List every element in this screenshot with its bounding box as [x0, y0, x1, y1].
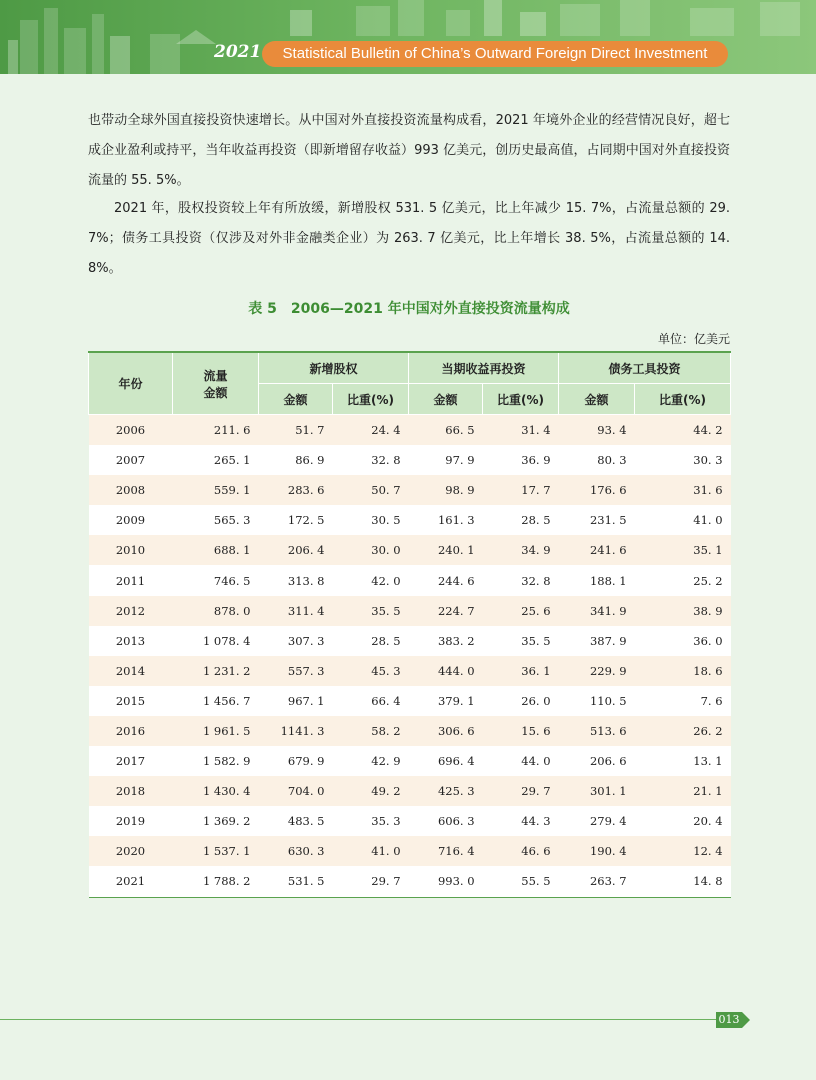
cell-reinvest-share: 32. 8 — [483, 565, 559, 595]
table-row — [89, 686, 731, 716]
cell-reinvest-amount: 240. 1 — [409, 535, 483, 565]
cell-debt-share: 31. 6 — [635, 475, 731, 505]
cell-reinvest-share: 15. 6 — [483, 716, 559, 746]
header-share: 比重(%) — [635, 384, 731, 415]
cell-debt-share: 44. 2 — [635, 415, 731, 446]
table-row — [89, 866, 731, 897]
cell-debt-amount: 206. 6 — [559, 746, 635, 776]
cell-flow-amount: 878. 0 — [173, 596, 259, 626]
cell-year: 2021 — [89, 866, 173, 897]
cell-flow-amount: 1 537. 1 — [173, 836, 259, 866]
cell-debt-amount: 188. 1 — [559, 565, 635, 595]
table-row — [89, 535, 731, 565]
cell-year: 2008 — [89, 475, 173, 505]
cell-reinvest-share: 25. 6 — [483, 596, 559, 626]
cell-reinvest-share: 46. 6 — [483, 836, 559, 866]
fdi-flow-table — [88, 351, 731, 898]
cell-debt-amount: 80. 3 — [559, 445, 635, 475]
cell-equity-share: 42. 0 — [333, 565, 409, 595]
cell-equity-share: 42. 9 — [333, 746, 409, 776]
cell-flow-amount: 1 078. 4 — [173, 626, 259, 656]
cell-flow-amount: 211. 6 — [173, 415, 259, 446]
bulletin-title: Statistical Bulletin of China’s Outward Foreign Direct Investment — [262, 41, 728, 67]
cell-year: 2010 — [89, 535, 173, 565]
table-unit: 单位：亿美元 — [657, 332, 730, 346]
table-row — [89, 626, 731, 656]
header-new-equity: 新增股权 — [259, 352, 409, 384]
cell-reinvest-amount: 383. 2 — [409, 626, 483, 656]
cell-flow-amount: 1 430. 4 — [173, 776, 259, 806]
cell-reinvest-amount: 425. 3 — [409, 776, 483, 806]
cell-reinvest-share: 26. 0 — [483, 686, 559, 716]
cell-reinvest-amount: 993. 0 — [409, 866, 483, 897]
cell-flow-amount: 1 582. 9 — [173, 746, 259, 776]
cell-year: 2018 — [89, 776, 173, 806]
cell-year: 2013 — [89, 626, 173, 656]
cell-equity-share: 30. 5 — [333, 505, 409, 535]
table-row — [89, 716, 731, 746]
table-row — [89, 836, 731, 866]
cell-reinvest-share: 28. 5 — [483, 505, 559, 535]
cell-flow-amount: 1 788. 2 — [173, 866, 259, 897]
cell-flow-amount: 1 369. 2 — [173, 806, 259, 836]
cell-equity-amount: 704. 0 — [259, 776, 333, 806]
cell-reinvest-amount: 224. 7 — [409, 596, 483, 626]
cell-year: 2019 — [89, 806, 173, 836]
cell-debt-share: 14. 8 — [635, 866, 731, 897]
header-banner — [0, 0, 816, 74]
header-flow-line2: 金额 — [203, 385, 228, 400]
cell-flow-amount: 565. 3 — [173, 505, 259, 535]
cell-debt-amount: 231. 5 — [559, 505, 635, 535]
table-row — [89, 746, 731, 776]
cell-equity-amount: 313. 8 — [259, 565, 333, 595]
cell-flow-amount: 1 231. 2 — [173, 656, 259, 686]
cell-reinvest-share: 31. 4 — [483, 415, 559, 446]
cell-equity-share: 35. 3 — [333, 806, 409, 836]
cell-flow-amount: 1 961. 5 — [173, 716, 259, 746]
page-number: 013 — [716, 1012, 742, 1028]
cell-equity-amount: 557. 3 — [259, 656, 333, 686]
cell-equity-share: 30. 0 — [333, 535, 409, 565]
cell-debt-share: 26. 2 — [635, 716, 731, 746]
paragraph-2: 2021 年，股权投资较上年有所放缓，新增股权 531. 5 亿美元，比上年减少 15. 7%，占流量总额的 29. 7%；债务工具投资（仅涉及对外非金融类企业）为 263. 7 亿美元，比上年增长 38. 5%，占流量总额的 14. 8%。 — [88, 201, 730, 276]
cell-reinvest-share: 36. 9 — [483, 445, 559, 475]
cell-debt-amount: 279. 4 — [559, 806, 635, 836]
cell-reinvest-amount: 306. 6 — [409, 716, 483, 746]
cell-debt-share: 21. 1 — [635, 776, 731, 806]
cell-year: 2015 — [89, 686, 173, 716]
cell-equity-share: 45. 3 — [333, 656, 409, 686]
cell-equity-share: 49. 2 — [333, 776, 409, 806]
cell-reinvest-amount: 97. 9 — [409, 445, 483, 475]
cell-flow-amount: 1 456. 7 — [173, 686, 259, 716]
cell-equity-amount: 311. 4 — [259, 596, 333, 626]
cell-debt-amount: 93. 4 — [559, 415, 635, 446]
cell-year: 2016 — [89, 716, 173, 746]
cell-flow-amount: 746. 5 — [173, 565, 259, 595]
cell-equity-share: 66. 4 — [333, 686, 409, 716]
table-row — [89, 596, 731, 626]
cell-reinvest-share: 55. 5 — [483, 866, 559, 897]
cell-debt-amount: 229. 9 — [559, 656, 635, 686]
cell-flow-amount: 688. 1 — [173, 535, 259, 565]
cell-reinvest-amount: 379. 1 — [409, 686, 483, 716]
cell-reinvest-share: 29. 7 — [483, 776, 559, 806]
cell-debt-amount: 241. 6 — [559, 535, 635, 565]
table-row — [89, 415, 731, 446]
cell-debt-share: 38. 9 — [635, 596, 731, 626]
header-share: 比重(%) — [333, 384, 409, 415]
cell-equity-share: 24. 4 — [333, 415, 409, 446]
header-year: 年份 — [89, 352, 173, 415]
cell-equity-share: 28. 5 — [333, 626, 409, 656]
cell-equity-share: 50. 7 — [333, 475, 409, 505]
cell-equity-share: 41. 0 — [333, 836, 409, 866]
cell-equity-share: 29. 7 — [333, 866, 409, 897]
cell-reinvest-amount: 696. 4 — [409, 746, 483, 776]
cell-equity-amount: 51. 7 — [259, 415, 333, 446]
header-debt-instruments: 债务工具投资 — [559, 352, 731, 384]
cell-equity-amount: 86. 9 — [259, 445, 333, 475]
cell-debt-amount: 263. 7 — [559, 866, 635, 897]
cell-debt-share: 30. 3 — [635, 445, 731, 475]
cell-debt-amount: 190. 4 — [559, 836, 635, 866]
cell-equity-amount: 206. 4 — [259, 535, 333, 565]
table-body — [89, 415, 731, 898]
cell-equity-amount: 1141. 3 — [259, 716, 333, 746]
header-amount: 金额 — [259, 384, 333, 415]
header-share: 比重(%) — [483, 384, 559, 415]
cell-debt-share: 7. 6 — [635, 686, 731, 716]
cell-equity-amount: 307. 3 — [259, 626, 333, 656]
cell-reinvest-amount: 244. 6 — [409, 565, 483, 595]
cell-debt-share: 12. 4 — [635, 836, 731, 866]
cell-equity-share: 58. 2 — [333, 716, 409, 746]
cell-debt-share: 18. 6 — [635, 656, 731, 686]
cell-year: 2017 — [89, 746, 173, 776]
table-row — [89, 806, 731, 836]
cell-flow-amount: 559. 1 — [173, 475, 259, 505]
cell-reinvest-amount: 444. 0 — [409, 656, 483, 686]
cell-debt-amount: 301. 1 — [559, 776, 635, 806]
header-flow-amount — [173, 352, 259, 415]
cell-year: 2011 — [89, 565, 173, 595]
cell-year: 2006 — [89, 415, 173, 446]
cell-equity-share: 32. 8 — [333, 445, 409, 475]
paragraph-1: 也带动全球外国直接投资快速增长。从中国对外直接投资流量构成看，2021 年境外企业的经营情况良好，超七成企业盈利或持平，当年收益再投资（即新增留存收益）993 亿美元，创历史最高值，占同期中国对外直接投资流量的 55. 5%。 — [88, 113, 730, 188]
cell-reinvest-share: 36. 1 — [483, 656, 559, 686]
cell-equity-amount: 531. 5 — [259, 866, 333, 897]
table-row — [89, 776, 731, 806]
cell-debt-share: 13. 1 — [635, 746, 731, 776]
cell-reinvest-share: 44. 0 — [483, 746, 559, 776]
cell-reinvest-amount: 161. 3 — [409, 505, 483, 535]
cell-equity-amount: 967. 1 — [259, 686, 333, 716]
cell-debt-share: 35. 1 — [635, 535, 731, 565]
cell-reinvest-amount: 98. 9 — [409, 475, 483, 505]
page-tab-arrow — [742, 1012, 750, 1028]
table-row — [89, 565, 731, 595]
cell-year: 2007 — [89, 445, 173, 475]
cell-debt-share: 25. 2 — [635, 565, 731, 595]
cell-reinvest-share: 44. 3 — [483, 806, 559, 836]
table-row — [89, 656, 731, 686]
cell-equity-amount: 679. 9 — [259, 746, 333, 776]
cell-debt-amount: 513. 6 — [559, 716, 635, 746]
cell-equity-amount: 172. 5 — [259, 505, 333, 535]
cell-reinvest-amount: 716. 4 — [409, 836, 483, 866]
cell-equity-amount: 630. 3 — [259, 836, 333, 866]
header-amount: 金额 — [409, 384, 483, 415]
cell-reinvest-share: 35. 5 — [483, 626, 559, 656]
header-amount: 金额 — [559, 384, 635, 415]
cell-equity-amount: 283. 6 — [259, 475, 333, 505]
cell-equity-amount: 483. 5 — [259, 806, 333, 836]
cell-reinvest-share: 17. 7 — [483, 475, 559, 505]
cell-year: 2009 — [89, 505, 173, 535]
cell-debt-amount: 341. 9 — [559, 596, 635, 626]
cell-year: 2020 — [89, 836, 173, 866]
cell-reinvest-share: 34. 9 — [483, 535, 559, 565]
table-row — [89, 445, 731, 475]
cell-debt-share: 41. 0 — [635, 505, 731, 535]
cell-year: 2012 — [89, 596, 173, 626]
cell-reinvest-amount: 606. 3 — [409, 806, 483, 836]
table-row — [89, 505, 731, 535]
footer-rule — [0, 1019, 716, 1020]
cell-year: 2014 — [89, 656, 173, 686]
cell-debt-amount: 387. 9 — [559, 626, 635, 656]
cell-debt-share: 36. 0 — [635, 626, 731, 656]
cell-debt-amount: 176. 6 — [559, 475, 635, 505]
header-flow-line1: 流量 — [203, 368, 228, 383]
header-reinvested-earnings: 当期收益再投资 — [409, 352, 559, 384]
table-row — [89, 475, 731, 505]
bulletin-year: 2021 — [214, 42, 262, 62]
cell-flow-amount: 265. 1 — [173, 445, 259, 475]
cell-equity-share: 35. 5 — [333, 596, 409, 626]
cell-debt-amount: 110. 5 — [559, 686, 635, 716]
cell-debt-share: 20. 4 — [635, 806, 731, 836]
cell-reinvest-amount: 66. 5 — [409, 415, 483, 446]
table-title: 表 5 2006—2021 年中国对外直接投资流量构成 — [248, 301, 570, 317]
